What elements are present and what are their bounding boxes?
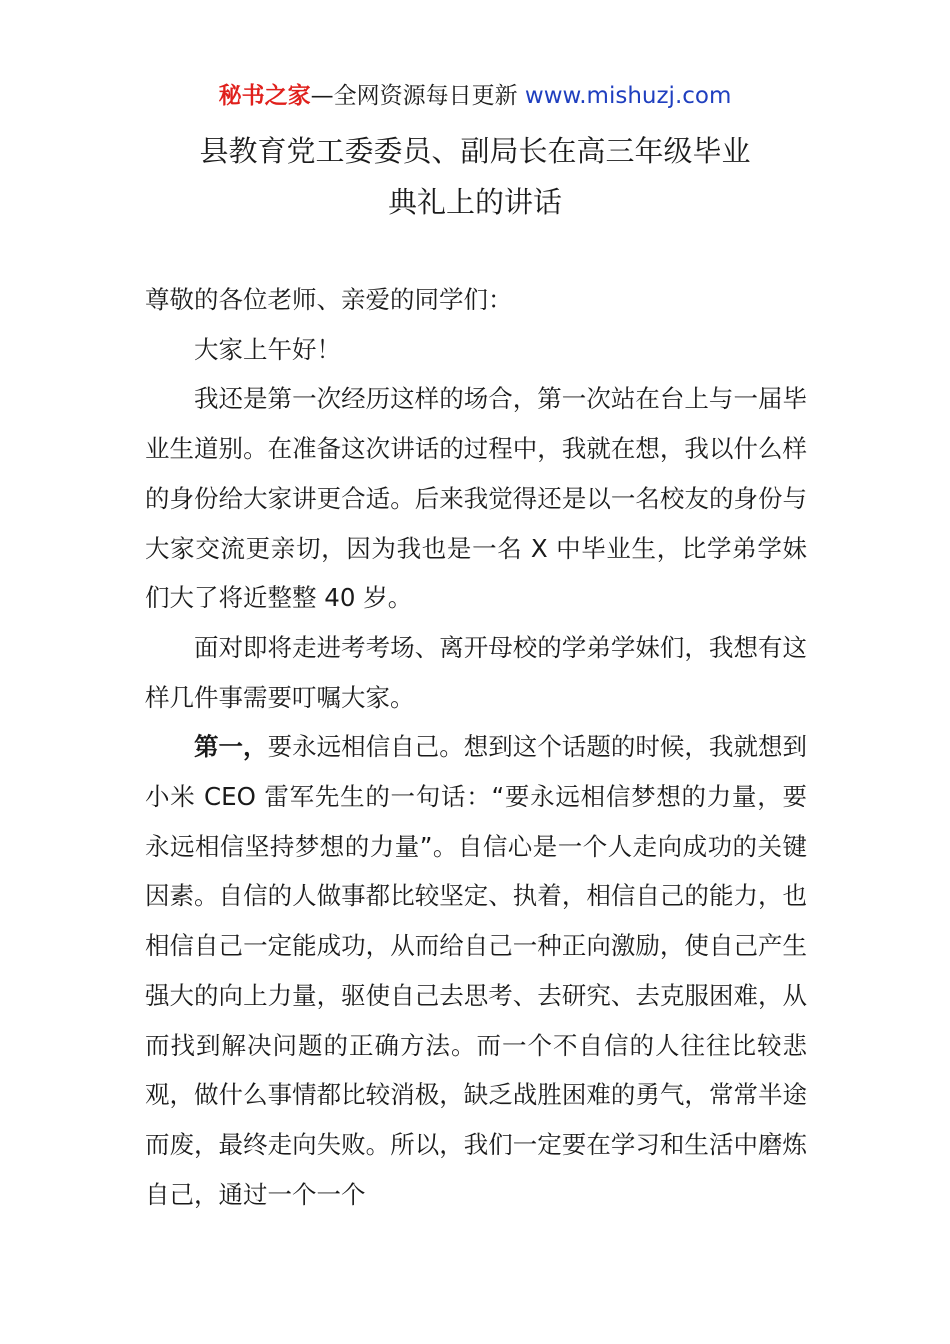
paragraph-1: 我还是第一次经历这样的场合，第一次站在台上与一届毕业生道别。在准备这次讲话的过程中，我就在想，我以什么样的身份给大家讲更合适。后来我觉得还是以一名校友的身份与大家交流更亲切，因为我也是一名 X 中毕业生，比学弟学妹们大了将近整整 40 岁。 <box>145 384 807 613</box>
site-url-link[interactable]: www.mishuzj.com <box>524 83 732 109</box>
document-body <box>145 275 807 1219</box>
greeting: 大家上午好！ <box>194 334 341 364</box>
paragraph-3-lead: 第一， <box>194 732 268 762</box>
paragraph-3 <box>145 722 807 1219</box>
document-title <box>0 126 950 228</box>
paragraph-3-body: 要永远相信自己。想到这个话题的时候，我就想到小米 CEO 雷军先生的一句话：“要永远相信梦想的力量，要永远相信坚持梦想的力量”。自信心是一个人走向成功的关键因素。自信的人做事都比较坚定、执着，相信自己的能力，也相信自己一定能成功，从而给自己一种正向激励，使自己产生强大的向上力量，驱使自己去思考、去研究、去克服困难，从而找到解决问题的正确方法。而一个不自信的人往往比较悲观，做什么事情都比较消极，缺乏战胜困难的勇气，常常半途而废，最终走向失败。所以，我们一定要在学习和生活中磨炼自己，通过一个一个 <box>145 732 807 1209</box>
salutation: 尊敬的各位老师、亲爱的同学们： <box>145 285 513 314</box>
document-title-line-2: 典礼上的讲话 <box>387 185 562 219</box>
site-brand: 秘书之家 <box>218 83 311 109</box>
document-title-line-1: 县教育党工委委员、副局长在高三年级毕业 <box>199 134 751 168</box>
paragraph-2: 面对即将走进考考场、离开母校的学弟学妹们，我想有这样几件事需要叮嘱大家。 <box>145 632 807 712</box>
site-tagline: —全网资源每日更新 <box>310 83 518 109</box>
site-header <box>0 80 950 112</box>
